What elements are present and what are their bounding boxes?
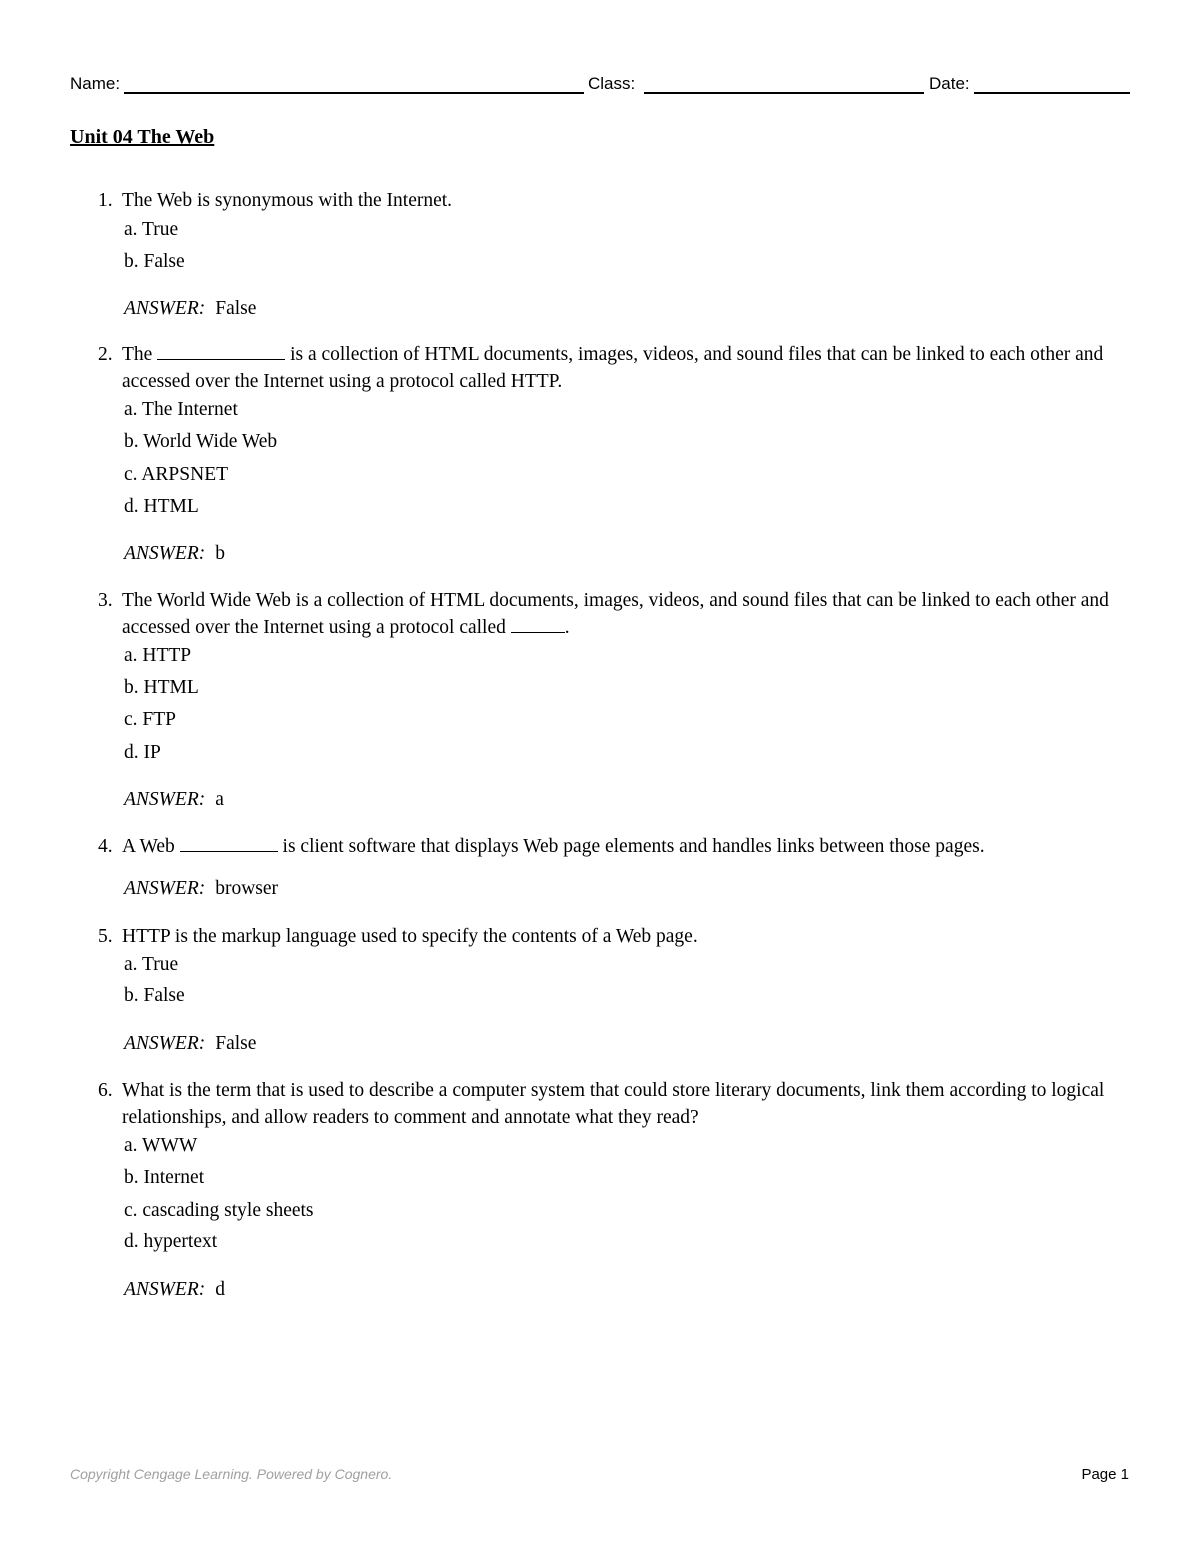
answer-label: ANSWER: [124,298,206,319]
fill-in-blank [180,833,278,852]
question-text: The Web is synonymous with the Internet. [122,190,453,211]
question-3-option-a[interactable]: a. HTTP [124,645,192,666]
student-info-header [70,72,1130,98]
question-3-option-b[interactable]: b. HTML [124,677,199,698]
answer-label: ANSWER: [124,543,206,564]
question-2-option-c[interactable]: c. ARPSNET [124,464,229,485]
question-text [122,341,1122,395]
fill-in-blank [157,341,285,360]
question-1-option-a[interactable]: a. True [124,219,179,240]
question-number: 3. [98,590,113,611]
class-label: Class: [588,74,636,93]
question-text-after: is a collection of HTML documents, images, videos, and sound files that can be linked to each other and accessed over the Internet using a protocol called HTTP. [122,344,1104,392]
question-5 [98,923,1133,950]
question-text [122,833,1122,860]
name-field[interactable] [124,92,584,94]
copyright-footer: Copyright Cengage Learning. Powered by Cognero. [70,1466,393,1482]
question-1-option-b[interactable]: b. False [124,251,185,272]
question-4-answer [124,876,278,902]
question-3 [98,587,1133,641]
question-1 [98,187,1133,214]
answer-label: ANSWER: [124,1033,206,1054]
question-2-option-d[interactable]: d. HTML [124,496,199,517]
question-5-option-b[interactable]: b. False [124,985,185,1006]
answer-value: False [215,1033,257,1054]
question-3-option-c[interactable]: c. FTP [124,709,177,730]
question-6-option-b[interactable]: b. Internet [124,1167,205,1188]
date-label: Date: [929,74,970,93]
answer-value: browser [215,878,279,899]
question-text: What is the term that is used to describe a computer system that could store literary documents, link them according to logical relationships, and allow readers to comment and annotate what they read? [122,1080,1105,1128]
answer-value: d [215,1279,225,1300]
answer-value: b [215,543,225,564]
page-number: Page 1 [1081,1466,1129,1483]
question-1-answer [124,296,256,322]
question-text-after: . [564,617,570,638]
answer-label: ANSWER: [124,789,206,810]
question-text-before: The [122,344,158,365]
question-6-option-d[interactable]: d. hypertext [124,1231,218,1252]
question-number: 1. [98,190,113,211]
answer-value: False [215,298,257,319]
name-label: Name: [70,74,121,93]
fill-in-blank [511,614,565,633]
question-2-option-b[interactable]: b. World Wide Web [124,431,278,452]
question-number: 6. [98,1080,113,1101]
question-6-answer [124,1277,225,1303]
question-number: 4. [98,836,113,857]
answer-label: ANSWER: [124,878,206,899]
question-6-option-a[interactable]: a. WWW [124,1135,198,1156]
question-6 [98,1077,1133,1131]
question-6-option-c[interactable]: c. cascading style sheets [124,1200,314,1221]
question-text-before: A Web [122,836,180,857]
question-number: 5. [98,926,113,947]
question-text-before: The World Wide Web is a collection of HTML documents, images, videos, and sound files that can be linked to each other and accessed over the Internet using a protocol called [122,590,1109,638]
class-field[interactable] [644,92,924,94]
question-text [122,587,1122,641]
question-2-option-a[interactable]: a. The Internet [124,399,238,420]
question-3-option-d[interactable]: d. IP [124,742,161,763]
question-text: HTTP is the markup language used to specify the contents of a Web page. [122,926,698,947]
answer-value: a [215,789,224,810]
answer-label: ANSWER: [124,1279,206,1300]
question-number: 2. [98,344,113,365]
question-2 [98,341,1133,395]
question-5-option-a[interactable]: a. True [124,954,179,975]
date-field[interactable] [974,92,1130,94]
question-text-after: is client software that displays Web page elements and handles links between those pages. [277,836,985,857]
unit-title: Unit 04 The Web [70,126,215,148]
question-3-answer [124,787,224,813]
question-4 [98,833,1133,860]
question-5-answer [124,1031,256,1057]
question-2-answer [124,541,225,567]
